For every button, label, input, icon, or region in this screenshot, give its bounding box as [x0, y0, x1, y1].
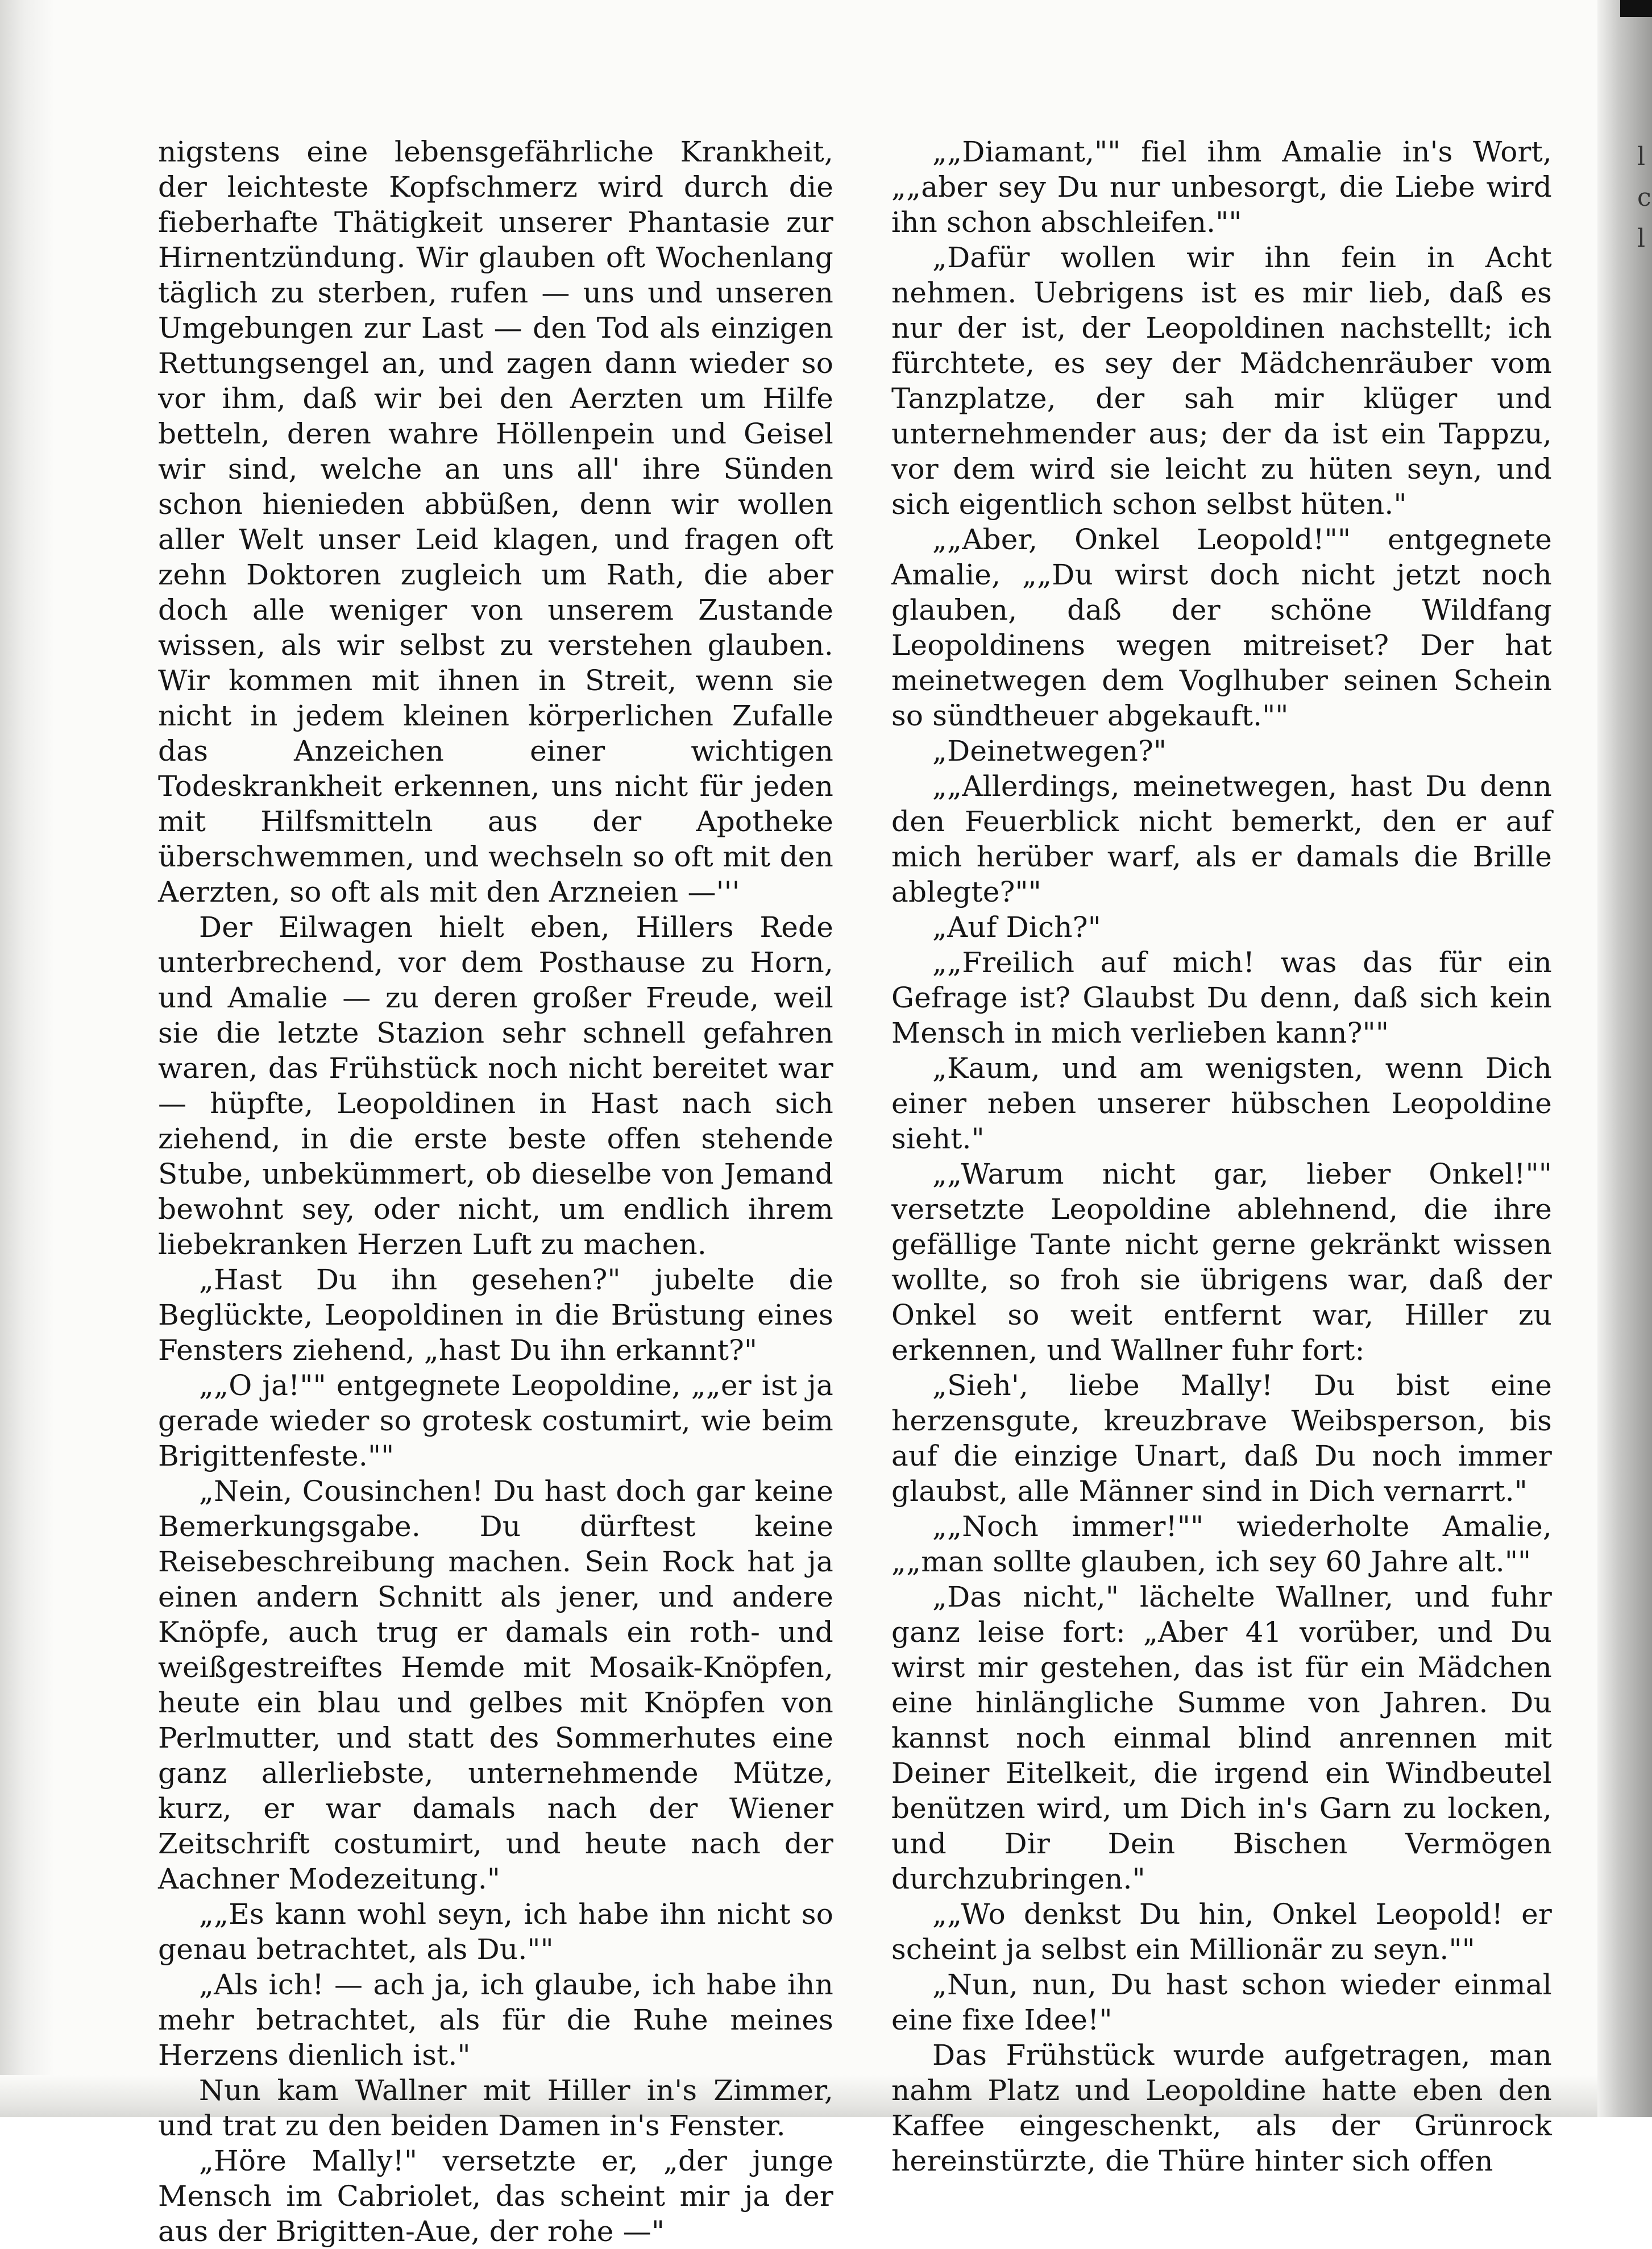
paragraph: „„Es kann wohl seyn, ich habe ihn nicht so genau betrachtet, als Du."" [158, 1898, 833, 1966]
adjacent-glyph: l [1637, 142, 1646, 171]
paragraph: Der Eilwagen hielt eben, Hillers Rede unterbrechend, vor dem Posthause zu Horn, und Amalie — zu deren großer Freude, weil sie die letzte Stazion sehr schnell gefahren waren, das Frühstück noch nicht bereitet war — hüpfte, Leopoldinen in Hast nach sich ziehend, in die erste beste offen stehende Stube, unbekümmert, ob dieselbe von Jemand bewohnt sey, oder nicht, um endlich ihrem liebekranken Herzen Luft zu machen. [158, 911, 833, 1261]
paragraph: „„Noch immer!"" wiederholte Amalie, „„man sollte glauben, ich sey 60 Jahre alt."" [891, 1510, 1552, 1578]
paragraph: „Als ich! — ach ja, ich glaube, ich habe ihn mehr betrachtet, als für die Ruhe meines Herzens dienlich ist." [158, 1968, 833, 2072]
paragraph: „Nun, nun, Du hast schon wieder einmal eine fixe Idee!" [891, 1968, 1552, 2036]
paragraph: „Deinetwegen?" [932, 735, 1167, 767]
adjacent-page-edge [1597, 0, 1652, 2117]
adjacent-page-glyphs [1637, 136, 1649, 259]
adjacent-glyph: l [1637, 224, 1646, 253]
paragraph: „„Aber, Onkel Leopold!"" entgegnete Amalie, „„Du wirst doch nicht jetzt noch glauben, daß der schöne Wildfang Leopoldinens wegen mitreiset? Der hat meinetwegen dem Voglhuber seinen Schein so sündtheuer abgekauft."" [891, 523, 1552, 732]
paragraph: „Auf Dich?" [932, 911, 1101, 944]
paragraph: „Hast Du ihn gesehen?" jubelte die Beglückte, Leopoldinen in die Brüstung eines Fensters ziehend, „hast Du ihn erkannt?" [158, 1263, 833, 1367]
paragraph: „„Warum nicht gar, lieber Onkel!"" versetzte Leopoldine ablehnend, die ihre gefällige Tante nicht gerne gekränkt wissen wollte, so froh sie übrigens war, daß der Onkel so weit entfernt war, Hiller zu erkennen, und Wallner fuhr fort: [891, 1157, 1552, 1367]
paragraph: „Nein, Cousinchen! Du hast doch gar keine Bemerkungsgabe. Du dürftest keine Reisebeschreibung machen. Sein Rock hat ja einen andern Schnitt als jener, und andere Knöpfe, auch trug er damals ein roth- und weißgestreiftes Hemde mit Mosaik-Knöpfen, heute ein blau und gelbes mit Knöpfen von Perlmutter, und statt des Sommerhutes eine ganz allerliebste, unternehmende Mütze, kurz, er war damals nach der Wiener Zeitschrift costumirt, und heute nach der Aachner Modezeitung." [158, 1475, 833, 1895]
paragraph: „Kaum, und am wenigsten, wenn Dich einer neben unserer hübschen Leopoldine sieht." [891, 1052, 1552, 1155]
paragraph: „„Wo denkst Du hin, Onkel Leopold! er scheint ja selbst ein Millionär zu seyn."" [891, 1898, 1552, 1966]
paragraph: „Das nicht," lächelte Wallner, und fuhr ganz leise fort: „Aber 41 vorüber, und Du wirst mir gestehen, das ist für ein Mädchen eine hinlängliche Summe von Jahren. Du kannst noch einmal blind anrennen mit Deiner Eitelkeit, die irgend ein Windbeutel benützen wird, um Dich in's Garn zu locken, und Dir Dein Bischen Vermögen durchzubringen." [891, 1580, 1552, 1895]
adjacent-glyph: c [1637, 183, 1651, 212]
paragraph: „„Diamant,"" fiel ihm Amalie in's Wort, „„aber sey Du nur unbesorgt, die Liebe wird ihn schon abschleifen."" [891, 135, 1552, 239]
paragraph: Das Frühstück wurde aufgetragen, man nahm Platz und Leopoldine hatte eben den Kaffee eingeschenkt, als der Grünrock hereinstürzte, die Thüre hinter sich offen [891, 2039, 1552, 2177]
paragraph: „„Freilich auf mich! was das für ein Gefrage ist? Glaubst Du denn, daß sich kein Mensch in mich verlieben kann?"" [891, 946, 1552, 1049]
paragraph: Nun kam Wallner mit Hiller in's Zimmer, und trat zu den beiden Damen in's Fenster. [158, 2074, 833, 2142]
scanner-dark-corner [1620, 0, 1652, 17]
paragraph: „Höre Mally!" versetzte er, „der junge Mensch im Cabriolet, das scheint mir ja der aus der Brigitten-Aue, der rohe —" [158, 2144, 833, 2248]
paragraph: „Dafür wollen wir ihn fein in Acht nehmen. Uebrigens ist es mir lieb, daß es nur der ist, der Leopoldinen nachstellt; ich fürchtete, es sey der Mädchenräuber vom Tanzplatze, der sah mir klüger und unternehmender aus; der da ist ein Tappzu, vor dem wird sie leicht zu hüten seyn, und sich eigentlich schon selbst hüten." [891, 241, 1552, 521]
paragraph: „„O ja!"" entgegnete Leopoldine, „„er ist ja gerade wieder so grotesk costumirt, wie beim Brigittenfeste."" [158, 1369, 833, 1472]
paragraph: nigstens eine lebensgefährliche Krankheit, der leichteste Kopfschmerz wird durch die fieberhafte Thätigkeit unserer Phantasie zur Hirnentzündung. Wir glauben oft Wochenlang täglich zu sterben, rufen — uns und unseren Umgebungen zur Last — den Tod als einzigen Rettungsengel an, und zagen dann wieder so vor ihm, daß wir bei den Aerzten um Hilfe betteln, deren wahre Höllenpein und Geisel wir sind, welche an uns all' ihre Sünden schon hienieden abbüßen, denn wir wollen aller Welt unser Leid klagen, und fragen oft zehn Doktoren zugleich um Rath, die aber doch alle weniger von unserem Zustande wissen, als wir selbst zu verstehen glauben. Wir kommen mit ihnen in Streit, wenn sie nicht in jedem kleinen körperlichen Zufalle das Anzeichen einer wichtigen Todeskrankheit erkennen, uns nicht für jeden mit Hilfsmitteln aus der Apotheke überschwemmen, und wechseln so oft mit den Aerzten, so oft als mit den Arzneien —''' [158, 135, 833, 908]
paragraph: „„Allerdings, meinetwegen, hast Du denn den Feuerblick nicht bemerkt, den er auf mich herüber warf, als er damals die Brille ablegte?"" [891, 770, 1552, 908]
right-text-column [891, 134, 1552, 2179]
paragraph: „Sieh', liebe Mally! Du bist eine herzensgute, kreuzbrave Weibsperson, bis auf die einzige Unart, daß Du noch immer glaubst, alle Männer sind in Dich vernarrt." [891, 1369, 1552, 1508]
left-text-column [158, 134, 833, 2249]
page-gutter-shadow [0, 0, 54, 2117]
